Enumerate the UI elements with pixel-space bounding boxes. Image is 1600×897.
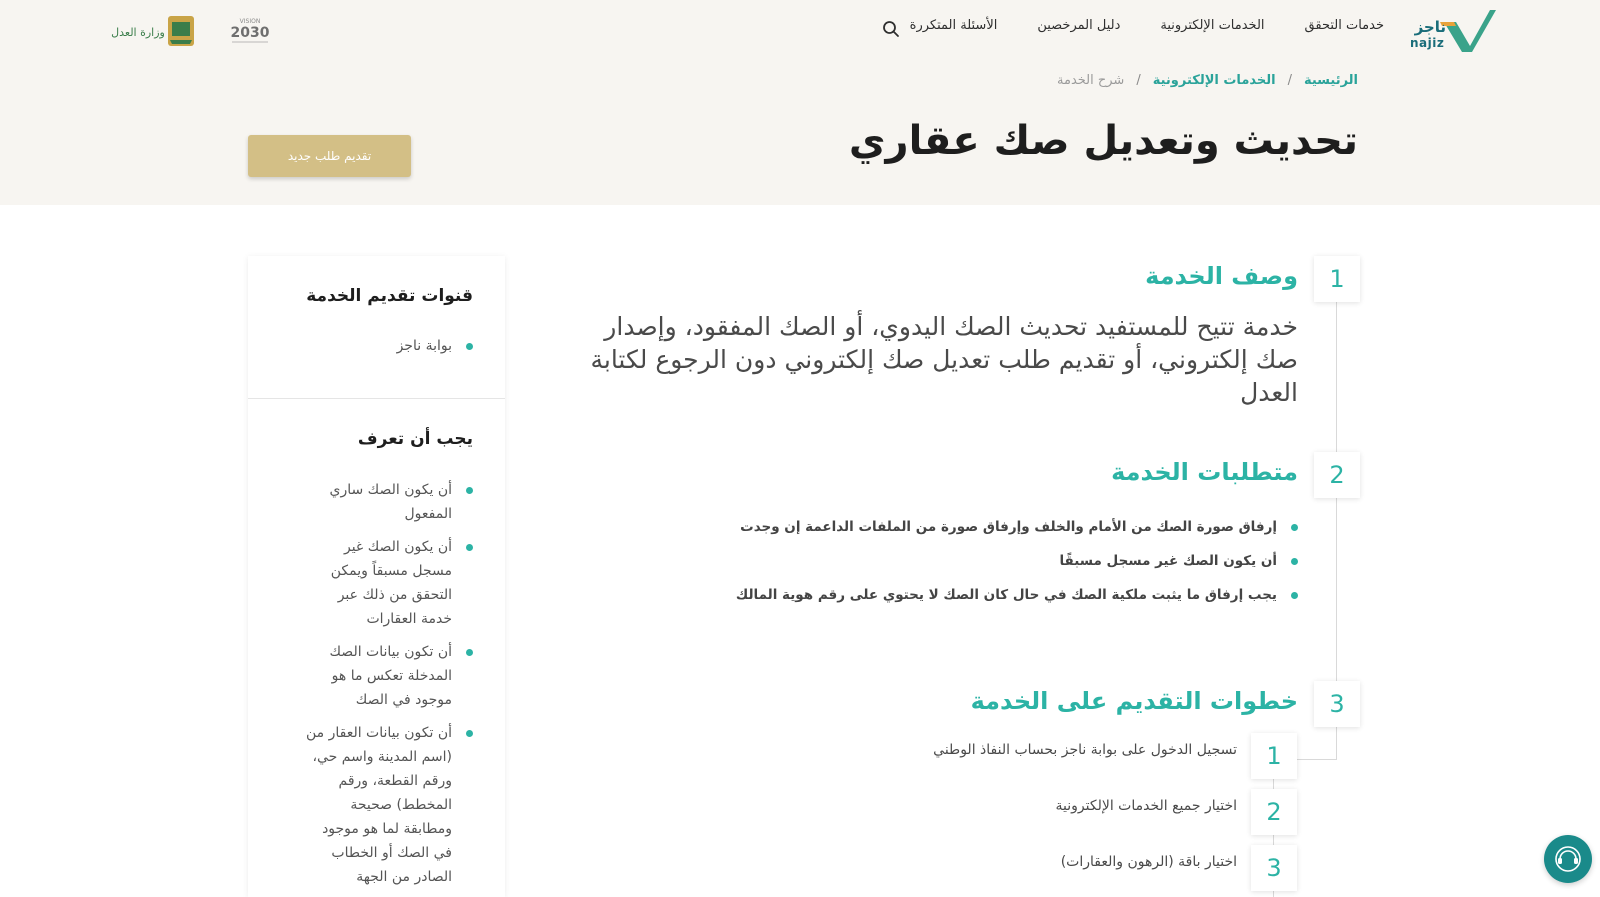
channel-item: بوابة ناجز [396, 338, 452, 354]
search-icon[interactable] [880, 20, 900, 40]
service-description: خدمة تتيح للمستفيد تحديث الصك اليدوي، أو الصك المفقود، وإصدار صك إلكتروني، أو تقديم طلب تعديل صك إلكتروني دون الرجوع لكتابة العدل [590, 312, 1298, 407]
section-number: 2 [1314, 452, 1360, 498]
section-title-steps: خطوات التقديم على الخدمة [970, 687, 1298, 715]
section-title-requirements: متطلبات الخدمة [1111, 458, 1298, 486]
list-item [736, 510, 1298, 544]
section-number: 3 [1314, 681, 1360, 727]
najiz-logo[interactable] [1410, 6, 1498, 54]
know-item: أن يكون الصك ساري المفعول [329, 482, 452, 522]
step-number: 3 [1251, 845, 1297, 891]
step-text: اختيار باقة (الرهون والعقارات) [1060, 854, 1237, 870]
list-item [303, 721, 473, 889]
list-item [736, 578, 1298, 612]
bullet-icon [1291, 524, 1298, 531]
list-item [736, 544, 1298, 578]
nav-licensees-guide[interactable]: دليل المرخصين [1037, 18, 1121, 33]
vision-2030-logo [226, 14, 274, 46]
main-nav [890, 18, 1404, 33]
bullet-icon [466, 343, 473, 350]
breadcrumb-e-services[interactable]: الخدمات الإلكترونية [1152, 73, 1276, 88]
nav-faq[interactable]: الأسئلة المتكررة [909, 18, 998, 33]
logo-latin: najiz [1410, 36, 1445, 50]
list-item [303, 640, 473, 712]
step-text: اختيار جميع الخدمات الإلكترونية [1055, 798, 1237, 814]
requirement-text: أن يكون الصك غير مسجل مسبقًا [1059, 553, 1277, 569]
step-number: 1 [1251, 733, 1297, 779]
breadcrumb [1057, 73, 1358, 88]
channels-title: قنوات تقديم الخدمة [306, 286, 473, 306]
sidebar-divider [248, 398, 505, 399]
know-title: يجب أن تعرف [357, 429, 473, 449]
section-title-description: وصف الخدمة [1145, 262, 1298, 290]
step-number: 2 [1251, 789, 1297, 835]
know-item: أن تكون بيانات الصك المدخلة تعكس ما هو موجود في الصك [329, 644, 452, 708]
nav-verification-services[interactable]: خدمات التحقق [1304, 18, 1384, 33]
sidebar-card [248, 256, 505, 897]
list-item [303, 535, 473, 631]
nav-e-services[interactable]: الخدمات الإلكترونية [1160, 18, 1265, 33]
breadcrumb-separator: / [1287, 73, 1292, 88]
bullet-icon [466, 487, 473, 494]
najiz-check-icon [1440, 8, 1496, 54]
bullet-icon [1291, 592, 1298, 599]
new-request-button[interactable]: تقديم طلب جديد [248, 135, 411, 177]
vision-2030-label: 2030 [230, 25, 270, 41]
breadcrumb-separator: / [1136, 73, 1141, 88]
requirement-text: إرفاق صورة الصك من الأمام والخلف وإرفاق صورة من الملفات الداعمة إن وجدت [740, 519, 1277, 535]
bullet-icon [466, 649, 473, 656]
section-number: 1 [1314, 256, 1360, 302]
moj-logo [110, 14, 196, 48]
support-chat-icon[interactable] [1544, 835, 1592, 883]
requirements-list [736, 510, 1298, 612]
requirement-text: يجب إرفاق ما يثبت ملكية الصك في حال كان الصك لا يحتوي على رقم هوية المالك [735, 587, 1277, 603]
bullet-icon [466, 544, 473, 551]
channels-list [283, 334, 473, 367]
logo-arabic: ناجز [1414, 18, 1446, 36]
bullet-icon [466, 730, 473, 737]
list-item [303, 478, 473, 526]
breadcrumb-current: شرح الخدمة [1057, 73, 1125, 88]
bullet-icon [1291, 558, 1298, 565]
page-title: تحديث وتعديل صك عقاري [848, 118, 1358, 164]
moj-label: وزارة العدل [111, 26, 165, 39]
step-text: تسجيل الدخول على بوابة ناجز بحساب النفاذ الوطني [933, 742, 1237, 758]
svg-text:VISION: VISION [239, 18, 261, 25]
know-item: أن تكون بيانات العقار من (اسم المدينة واسم حي، ورقم القطعة، ورقم المخطط) صحيحة ومطابقة لما هو موجود في الصك أو الخطاب الصادر من الجهة [305, 725, 452, 885]
know-item: أن يكون الصك غير مسجل مسبقاً ويمكن التحقق من ذلك عبر خدمة العقارات [330, 539, 452, 627]
breadcrumb-home[interactable]: الرئيسية [1303, 73, 1358, 88]
know-list [303, 478, 473, 897]
list-item [283, 334, 473, 358]
